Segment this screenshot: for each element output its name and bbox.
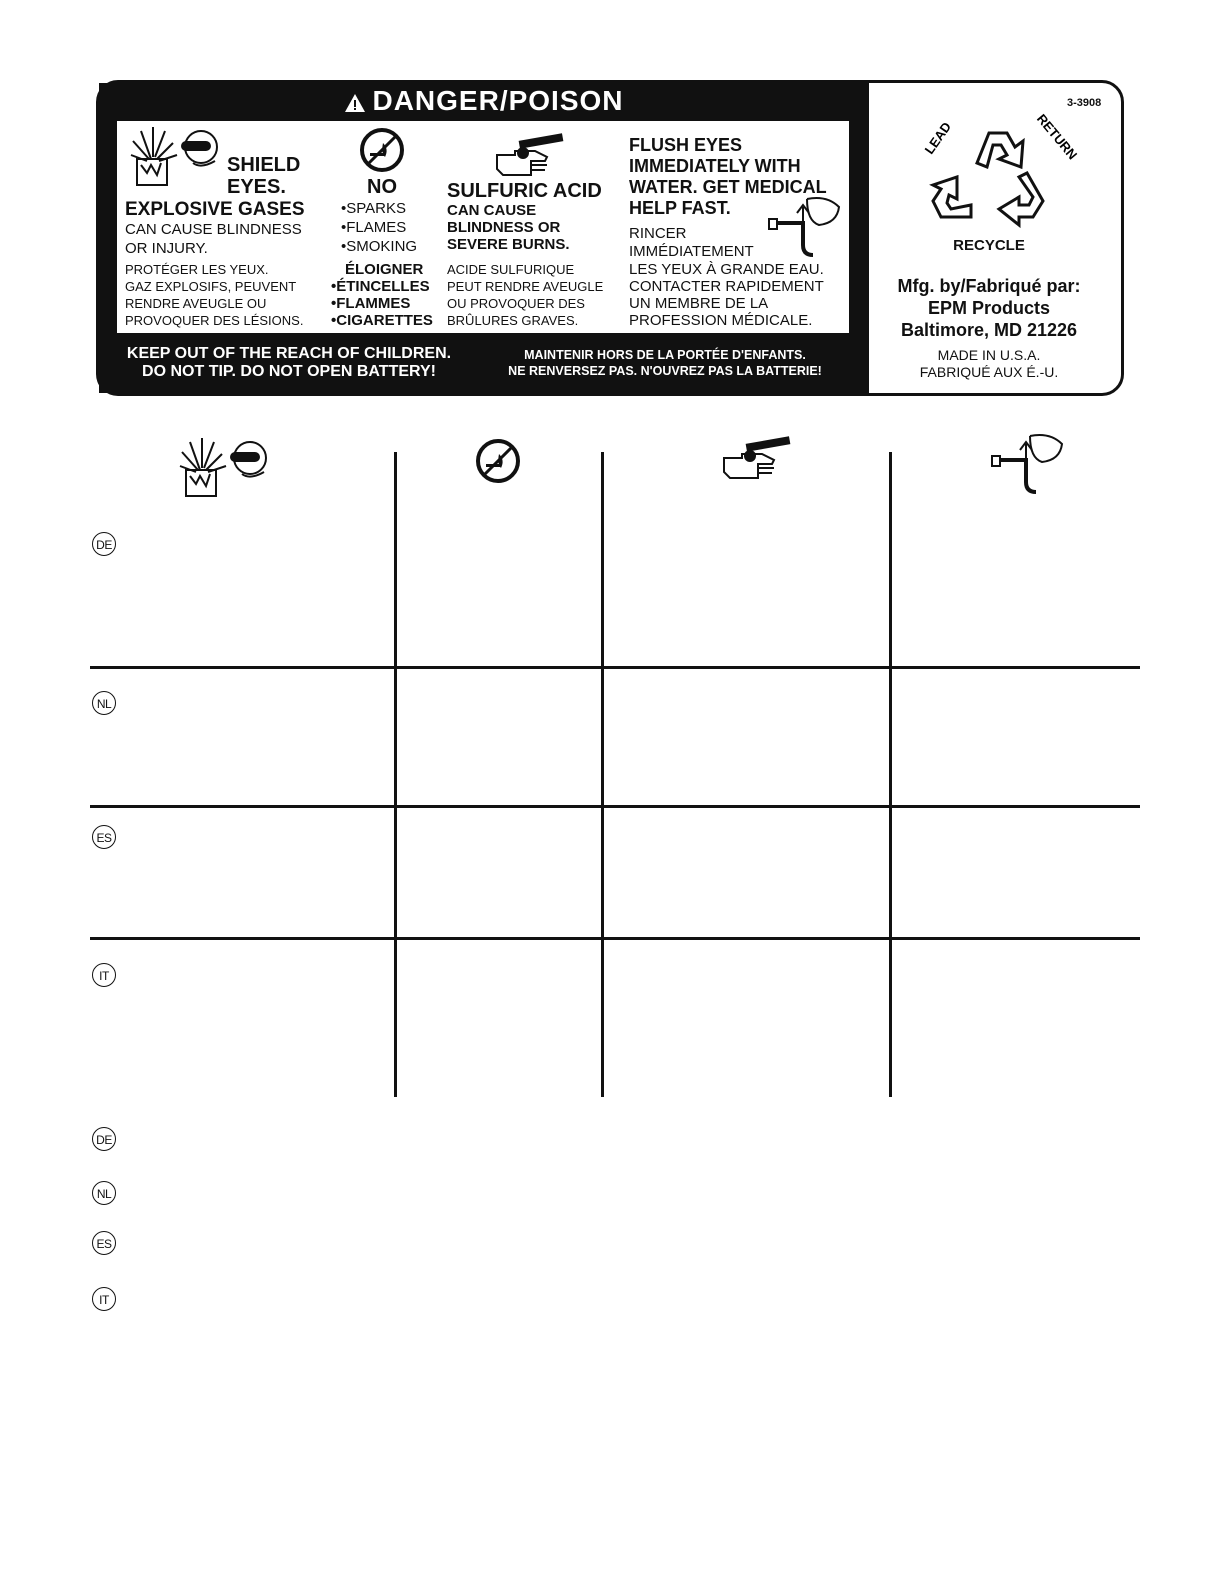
label-code: 3-3908 [1067, 97, 1102, 109]
fr-gas-text: GAZ EXPLOSIFS, PEUVENT [125, 279, 297, 294]
grid-row-divider [90, 805, 1140, 808]
flush-fr4-text: CONTACTER RAPIDEMENT [629, 278, 824, 295]
flush-fr2-text: IMMÉDIATEMENT [629, 243, 754, 260]
explosion-goggles-icon [131, 125, 221, 189]
acid-en1-text: CAN CAUSE [447, 202, 537, 219]
flush-fr5-text: UN MEMBRE DE LA [629, 295, 769, 312]
no-flame-icon [475, 438, 521, 484]
shield-text: SHIELD [227, 154, 301, 176]
acid-fr4-text: BRÛLURES GRAVES. [447, 313, 579, 328]
footer-lang-badge-de: DE [92, 1127, 116, 1151]
acid-en2-text: BLINDNESS OR [447, 219, 561, 236]
return-text: RETURN [1033, 111, 1081, 163]
flames-text: •FLAMES [341, 219, 407, 236]
injury-text: OR INJURY. [125, 240, 208, 257]
acid-fr1-text: ACIDE SULFURIQUE [447, 262, 575, 277]
warning-label [96, 80, 1124, 396]
flush-en1-text: FLUSH EYES [629, 135, 743, 155]
label-bottom-french: MAINTENIR HORS DE LA PORTÉE D'ENFANTS. NE RENVERSEZ PAS. N'OUVREZ PAS LA BATTERIE! [508, 348, 822, 378]
sparks-text: •SPARKS [341, 200, 406, 217]
footer-lang-badge-es: ES [92, 1231, 116, 1255]
recycle-text: RECYCLE [953, 237, 1025, 254]
flammes-text: •FLAMMES [331, 295, 411, 312]
eloigner-text: ÉLOIGNER [345, 261, 424, 278]
label-bottom-english: KEEP OUT OF THE REACH OF CHILDREN. DO NOT TIP. DO NOT OPEN BATTERY! [126, 345, 452, 380]
acid-hand-icon [722, 436, 796, 482]
lead-text: LEAD [921, 119, 955, 157]
acid-hand-icon [495, 133, 569, 179]
grid-column-divider [889, 452, 892, 1097]
warning-triangle-icon [344, 93, 366, 113]
grid-column-divider [394, 452, 397, 1097]
lang-badge-it: IT [92, 963, 116, 987]
panel-sulfuric-acid [439, 121, 625, 333]
flush-en3-text: WATER. GET MEDICAL [629, 177, 827, 197]
fr-blind-text: RENDRE AVEUGLE OU [125, 296, 267, 311]
fr-protect-text: PROTÉGER LES YEUX. [125, 262, 269, 277]
grid-column-divider [601, 452, 604, 1097]
no-text: NO [367, 176, 397, 198]
explosive-gases-text: EXPLOSIVE GASES [125, 199, 305, 220]
grid-row-divider [90, 937, 1140, 940]
panel-shield-eyes [117, 121, 323, 333]
eyes-text: EYES. [227, 176, 286, 198]
flush-en4-text: HELP FAST. [629, 198, 731, 218]
acid-fr2-text: PEUT RENDRE AVEUGLE [447, 279, 604, 294]
no-flame-icon [359, 127, 405, 173]
flush-en2-text: IMMEDIATELY WITH [629, 156, 801, 176]
grid-row-divider [90, 666, 1140, 669]
explosion-goggles-icon [180, 436, 270, 500]
acid-en3-text: SEVERE BURNS. [447, 236, 570, 253]
panel-flush-eyes [625, 121, 849, 333]
flush-fr6-text: PROFESSION MÉDICALE. [629, 312, 813, 329]
etincelles-text: •ÉTINCELLES [331, 278, 430, 295]
made-in-info: MADE IN U.S.A. FABRIQUÉ AUX É.-U. [919, 347, 1059, 380]
footer-lang-badge-nl: NL [92, 1181, 116, 1205]
label-title: DANGER/POISON [99, 85, 869, 117]
footer-lang-badge-it: IT [92, 1287, 116, 1311]
eyewash-faucet-icon [767, 195, 843, 259]
flush-fr1-text: RINCER [629, 225, 687, 242]
acid-fr3-text: OU PROVOQUER DES [447, 296, 585, 311]
smoking-text: •SMOKING [341, 238, 418, 255]
fr-lesion-text: PROVOQUER DES LÉSIONS. [125, 313, 304, 328]
eyewash-faucet-icon [990, 432, 1066, 496]
recycle-icon [915, 111, 1081, 233]
sulfuric-acid-text: SULFURIC ACID [447, 180, 602, 202]
lang-badge-nl: NL [92, 691, 116, 715]
panel-no-flames [323, 121, 439, 333]
lang-badge-es: ES [92, 825, 116, 849]
flush-fr3-text: LES YEUX À GRANDE EAU. [629, 261, 824, 278]
manufacturer-info: Mfg. by/Fabriqué par: EPM Products Baltimore, MD 21226 [897, 276, 1081, 340]
lang-badge-de: DE [92, 532, 116, 556]
cigarettes-text: •CIGARETTES [331, 312, 433, 329]
cause-blindness-text: CAN CAUSE BLINDNESS [125, 221, 302, 238]
